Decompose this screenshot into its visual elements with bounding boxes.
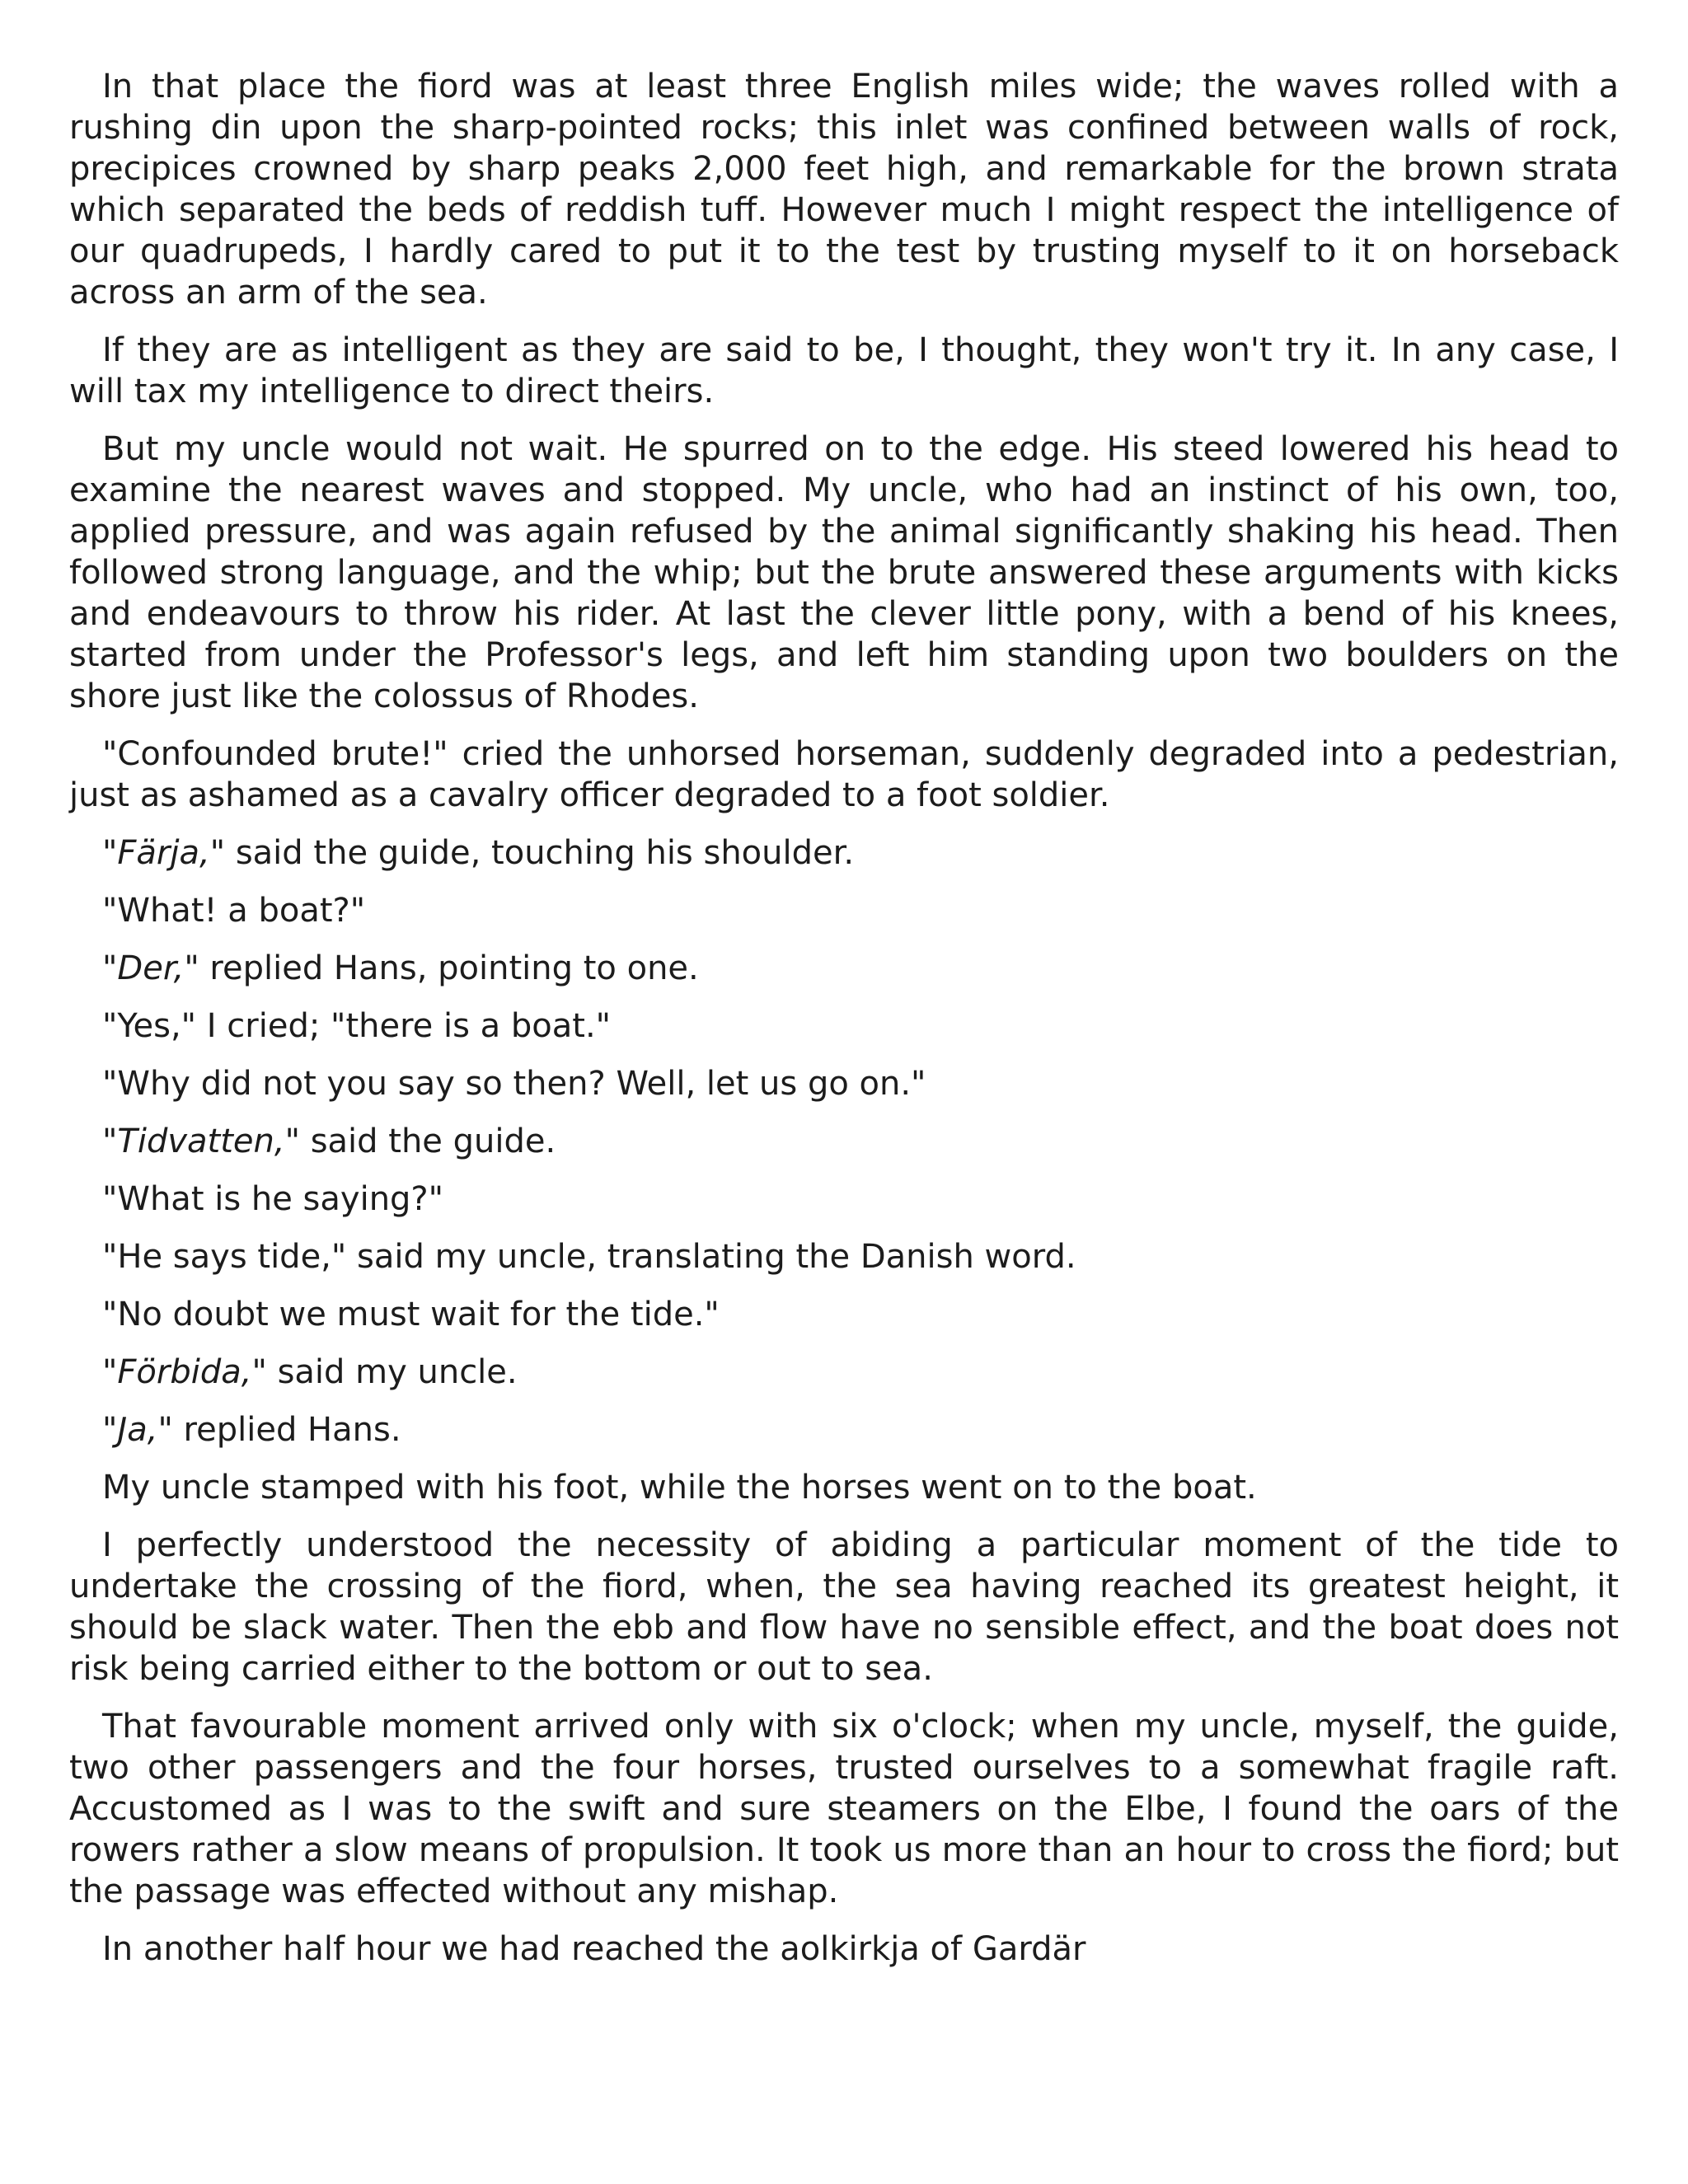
paragraph-text: "He says tide," said my uncle, translating the Danish word.: [102, 1238, 1076, 1276]
paragraph-text: "Yes," I cried; "there is a boat.": [102, 1007, 612, 1045]
italic-text: Tidvatten,: [117, 1122, 285, 1160]
italic-text: Förbida,: [117, 1353, 252, 1391]
paragraph: [69, 832, 1619, 874]
paragraph: [69, 429, 1619, 717]
paragraph-text: "Confounded brute!" cried the unhorsed horseman, suddenly degraded into a pedestrian, just as ashamed as a cavalry officer degraded to a foot soldier.: [69, 735, 1619, 814]
paragraph-text: In another half hour we had reached the aolkirkja of Gardär: [102, 1930, 1086, 1968]
paragraph: [69, 1467, 1619, 1508]
document-page: [69, 66, 1619, 1986]
paragraph: [69, 890, 1619, 931]
paragraph: [69, 1121, 1619, 1162]
paragraph-text: "Why did not you say so then? Well, let us go on.": [102, 1065, 926, 1103]
paragraph-text: ": [102, 1122, 118, 1160]
paragraph-text: " said the guide, touching his shoulder.: [209, 834, 855, 872]
paragraph: [69, 1005, 1619, 1047]
paragraph-text: " said my uncle.: [251, 1353, 518, 1391]
paragraph: [69, 733, 1619, 816]
paragraph: [69, 1294, 1619, 1335]
paragraph-text: "No doubt we must wait for the tide.": [102, 1296, 720, 1333]
paragraph: [69, 1525, 1619, 1690]
italic-text: Färja,: [117, 834, 210, 872]
paragraph: [69, 1063, 1619, 1104]
paragraph: [69, 1929, 1619, 1970]
paragraph: [69, 66, 1619, 313]
paragraph-text: That favourable moment arrived only with six o'clock; when my uncle, myself, the guide, two other passengers and the four horses, trusted ourselves to a somewhat fragile raft. Accustomed as I was to the swift and sure steamers on the Elbe, I found the oars of the rowers rather a slow means of propulsion. It took us more than an hour to cross the fiord; but the passage was effected without any mishap.: [69, 1708, 1619, 1910]
paragraph-text: "What is he saying?": [102, 1180, 444, 1218]
paragraph: [69, 948, 1619, 989]
paragraph: [69, 1706, 1619, 1912]
paragraph: [69, 1409, 1619, 1451]
paragraph: [69, 330, 1619, 412]
paragraph-text: But my uncle would not wait. He spurred on to the edge. His steed lowered his head to examine the nearest waves and stopped. My uncle, who had an instinct of his own, too, applied pressure, and was again refused by the animal significantly shaking his head. Then followed strong language, and the whip; but the brute answered these arguments with kicks and endeavours to throw his rider. At last the clever little pony, with a bend of his knees, started from under the Professor's legs, and left him standing upon two boulders on the shore just like the colossus of Rhodes.: [69, 430, 1619, 715]
paragraph: [69, 1352, 1619, 1393]
paragraph-text: In that place the fiord was at least three English miles wide; the waves rolled with a rushing din upon the sharp-pointed rocks; this inlet was confined between walls of rock, precipices crowned by sharp peaks 2,000 feet high, and remarkable for the brown strata which separated the beds of reddish tuff. However much I might respect the intelligence of our quadrupeds, I hardly cared to put it to the test by trusting myself to it on horseback across an arm of the sea.: [69, 68, 1619, 312]
paragraph-text: " replied Hans.: [157, 1411, 401, 1449]
italic-text: Ja,: [117, 1411, 158, 1449]
paragraph-text: ": [102, 1411, 118, 1449]
paragraph-text: ": [102, 1353, 118, 1391]
paragraph: [69, 1236, 1619, 1277]
paragraph-text: ": [102, 949, 118, 987]
paragraph-text: " said the guide.: [284, 1122, 556, 1160]
paragraph-text: ": [102, 834, 118, 872]
italic-text: Der,: [117, 949, 185, 987]
paragraph-text: "What! a boat?": [102, 892, 366, 930]
paragraph-text: If they are as intelligent as they are said to be, I thought, they won't try it. In any case, I will tax my intelligence to direct theirs.: [69, 331, 1619, 410]
paragraph-text: I perfectly understood the necessity of abiding a particular moment of the tide to undertake the crossing of the fiord, when, the sea having reached its greatest height, it should be slack water. Then the ebb and flow have no sensible effect, and the boat does not risk being carried either to the bottom or out to sea.: [69, 1526, 1619, 1688]
paragraph-text: My uncle stamped with his foot, while the horses went on to the boat.: [102, 1469, 1257, 1507]
paragraph-text: " replied Hans, pointing to one.: [184, 949, 699, 987]
paragraph: [69, 1179, 1619, 1220]
